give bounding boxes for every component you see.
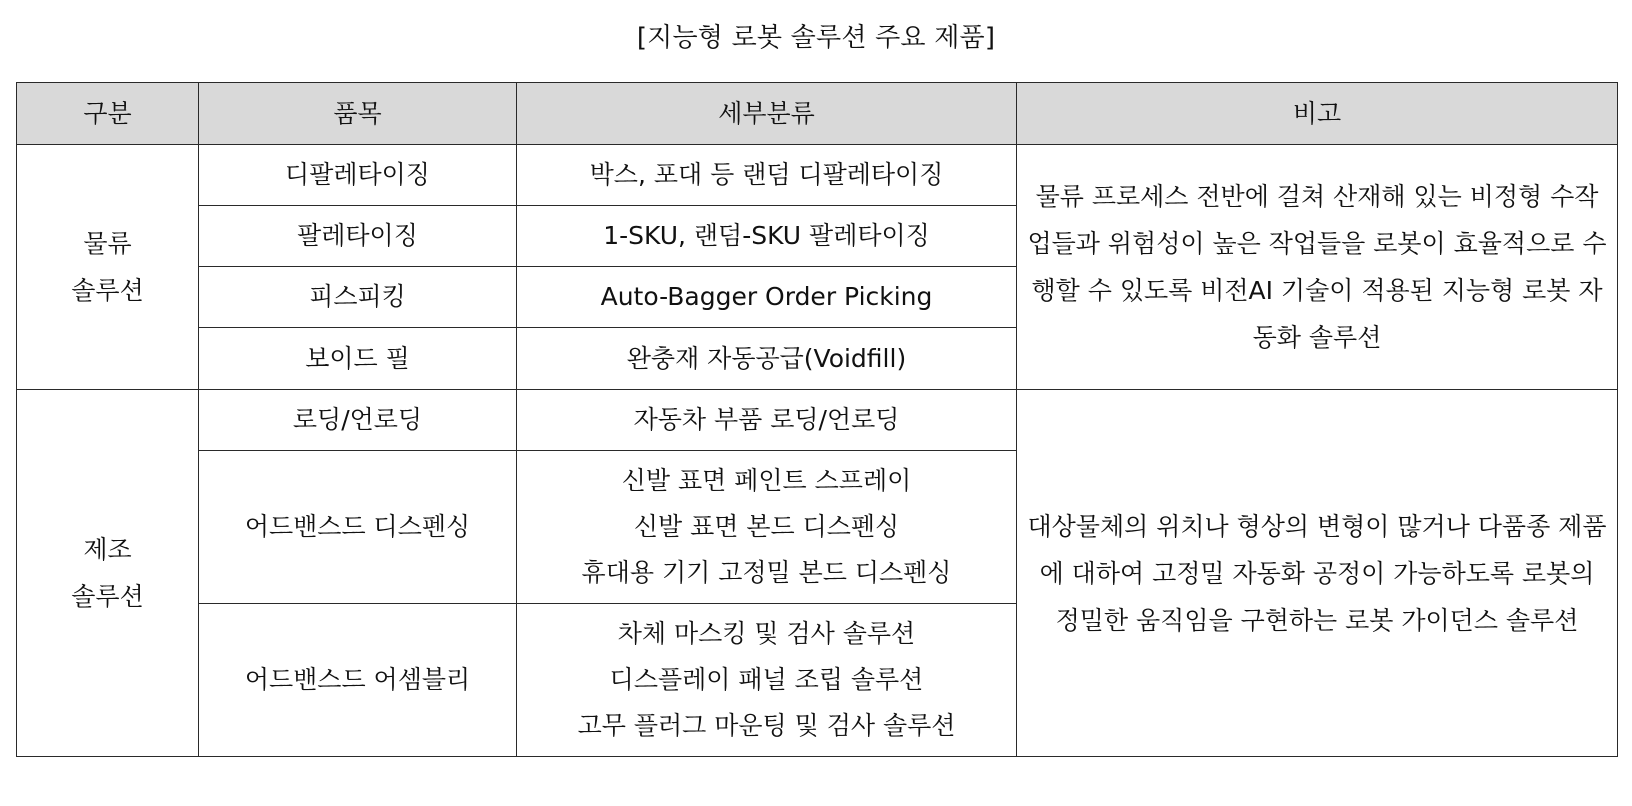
- table-title: [지능형 로봇 솔루션 주요 제품]: [636, 23, 996, 53]
- category-cell: [17, 390, 199, 757]
- item-cell: 보이드 필: [199, 328, 517, 390]
- detail-line: 신발 표면 페인트 스프레이: [621, 466, 912, 495]
- item-cell: 피스피킹: [199, 267, 517, 328]
- detail-cell: 박스, 포대 등 랜덤 디팔레타이징: [517, 145, 1017, 206]
- item-cell: 로딩/언로딩: [199, 390, 517, 451]
- detail-cell: 자동차 부품 로딩/언로딩: [517, 390, 1017, 451]
- detail-line: 고무 플러그 마운팅 및 검사 솔루션: [577, 711, 956, 740]
- detail-cell: [517, 604, 1017, 757]
- item-cell: 팔레타이징: [199, 206, 517, 267]
- category-label-line: 솔루션: [71, 582, 144, 611]
- category-label-line: 물류: [83, 229, 132, 258]
- category-cell: [17, 145, 199, 390]
- item-cell: 어드밴스드 디스펜싱: [199, 451, 517, 604]
- header-note: 비고: [1017, 83, 1618, 145]
- detail-cell: 1-SKU, 랜덤-SKU 팔레타이징: [517, 206, 1017, 267]
- detail-cell: Auto-Bagger Order Picking: [517, 267, 1017, 328]
- table-row: [17, 145, 1618, 206]
- detail-line: 휴대용 기기 고정밀 본드 디스펜싱: [581, 558, 952, 587]
- item-cell: 어드밴스드 어셈블리: [199, 604, 517, 757]
- detail-cell: 완충재 자동공급(Voidfill): [517, 328, 1017, 390]
- detail-line: 차체 마스킹 및 검사 솔루션: [617, 619, 916, 648]
- detail-line: 디스플레이 패널 조립 솔루션: [609, 665, 924, 694]
- category-label-line: 제조: [83, 535, 132, 564]
- table-row: [17, 390, 1618, 451]
- detail-line: 신발 표면 본드 디스펜싱: [633, 512, 900, 541]
- detail-cell: [517, 451, 1017, 604]
- note-cell: 물류 프로세스 전반에 걸쳐 산재해 있는 비정형 수작업들과 위험성이 높은 작업들을 로봇이 효율적으로 수행할 수 있도록 비전AI 기술이 적용된 지능형 로봇 자동화 솔루션: [1017, 145, 1618, 390]
- item-cell: 디팔레타이징: [199, 145, 517, 206]
- header-row: [17, 83, 1618, 145]
- product-table: [16, 82, 1618, 757]
- header-item: 품목: [199, 83, 517, 145]
- header-category: 구분: [17, 83, 199, 145]
- header-detail: 세부분류: [517, 83, 1017, 145]
- category-label-line: 솔루션: [71, 276, 144, 305]
- note-cell: 대상물체의 위치나 형상의 변형이 많거나 다품종 제품에 대하여 고정밀 자동화 공정이 가능하도록 로봇의 정밀한 움직임을 구현하는 로봇 가이던스 솔루션: [1017, 390, 1618, 757]
